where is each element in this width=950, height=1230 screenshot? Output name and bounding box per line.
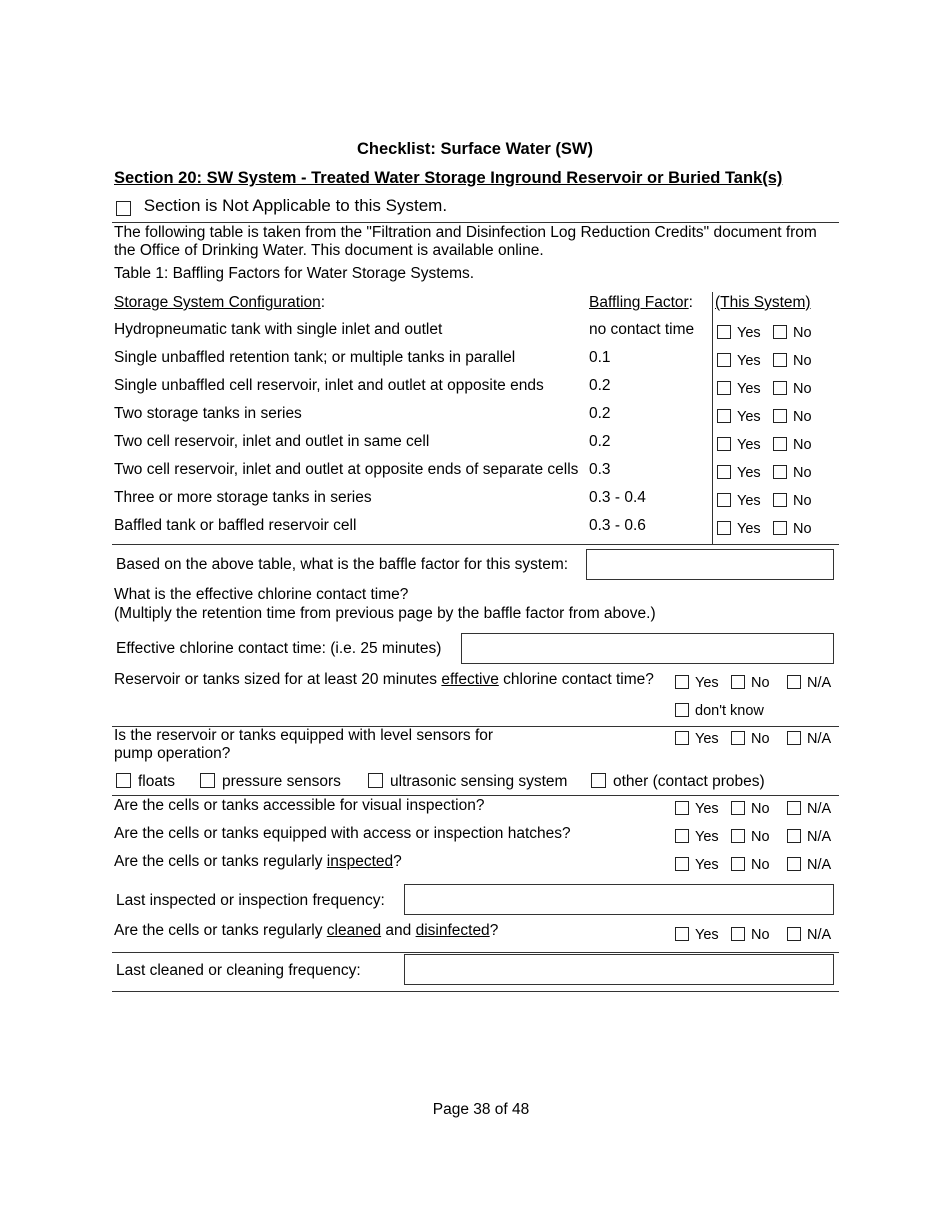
no-checkbox[interactable]: [773, 465, 787, 479]
row-no-option[interactable]: No: [773, 353, 812, 369]
yes-checkbox[interactable]: [675, 675, 689, 689]
checklist-title: Checklist: Surface Water (SW): [357, 140, 593, 158]
table-row-config: Three or more storage tanks in series: [114, 489, 372, 506]
na-option[interactable]: N/A: [787, 675, 831, 691]
no-checkbox[interactable]: [731, 675, 745, 689]
yes-option[interactable]: Yes: [675, 675, 719, 691]
na-option[interactable]: N/A: [787, 857, 831, 873]
last-cleaned-label: Last cleaned or cleaning frequency:: [116, 962, 361, 979]
row-no-option[interactable]: No: [773, 325, 812, 341]
sensors-question-line-2: pump operation?: [114, 745, 231, 762]
na-option[interactable]: N/A: [787, 801, 831, 817]
table-row-config: Single unbaffled retention tank; or multiple tanks in parallel: [114, 349, 516, 366]
na-option[interactable]: N/A: [787, 731, 831, 747]
yes-checkbox[interactable]: [717, 465, 731, 479]
row-no-option[interactable]: No: [773, 493, 812, 509]
row-no-option[interactable]: No: [773, 381, 812, 397]
sensor-checkbox[interactable]: [368, 773, 383, 788]
contact-time-question: What is the effective chlorine contact time?: [114, 586, 409, 603]
table-row-factor: 0.2: [589, 405, 611, 422]
yes-checkbox[interactable]: [717, 409, 731, 423]
na-checkbox[interactable]: [787, 731, 801, 745]
sensors-question-line-1: Is the reservoir or tanks equipped with level sensors for: [114, 727, 494, 744]
no-checkbox[interactable]: [731, 857, 745, 871]
section-title: Section 20: SW System - Treated Water Storage Inground Reservoir or Buried Tank(s): [114, 169, 783, 187]
na-checkbox[interactable]: [787, 829, 801, 843]
yes-checkbox[interactable]: [675, 829, 689, 843]
na-checkbox[interactable]: [787, 857, 801, 871]
sensor-option[interactable]: other (contact probes): [591, 773, 765, 791]
no-option[interactable]: No: [731, 675, 770, 691]
yes-checkbox[interactable]: [675, 731, 689, 745]
no-option[interactable]: No: [731, 829, 770, 845]
table-row-config: Two cell reservoir, inlet and outlet at opposite ends of separate cells: [114, 461, 579, 478]
baffle-factor-label: Based on the above table, what is the baffle factor for this system:: [116, 556, 569, 573]
yes-checkbox[interactable]: [717, 381, 731, 395]
table-row-factor: 0.2: [589, 433, 611, 450]
row-yes-option[interactable]: Yes: [717, 465, 761, 481]
table-row-factor: 0.3: [589, 461, 611, 478]
contact-time-input[interactable]: [461, 633, 834, 664]
no-checkbox[interactable]: [731, 731, 745, 745]
divider: [112, 991, 839, 992]
row-yes-option[interactable]: Yes: [717, 521, 761, 537]
na-option[interactable]: N/A: [787, 829, 831, 845]
yes-option[interactable]: Yes: [675, 927, 719, 943]
no-option[interactable]: No: [731, 801, 770, 817]
yes-checkbox[interactable]: [717, 437, 731, 451]
row-yes-option[interactable]: Yes: [717, 325, 761, 341]
contact-time-label: Effective chlorine contact time: (i.e. 25 minutes): [116, 640, 442, 657]
row-yes-option[interactable]: Yes: [717, 493, 761, 509]
na-checkbox[interactable]: [787, 927, 801, 941]
divider: [112, 222, 839, 223]
page-number: Page 38 of 48: [432, 1101, 530, 1118]
yes-checkbox[interactable]: [717, 325, 731, 339]
yes-checkbox[interactable]: [675, 927, 689, 941]
sensor-option[interactable]: floats: [116, 773, 175, 791]
yes-checkbox[interactable]: [717, 353, 731, 367]
row-no-option[interactable]: No: [773, 465, 812, 481]
row-no-option[interactable]: No: [773, 437, 812, 453]
no-checkbox[interactable]: [731, 927, 745, 941]
sensor-checkbox[interactable]: [591, 773, 606, 788]
no-option[interactable]: No: [731, 731, 770, 747]
yes-checkbox[interactable]: [717, 521, 731, 535]
sized-question: Reservoir or tanks sized for at least 20 minutes effective chlorine contact time?: [114, 671, 654, 688]
table-row-factor: 0.3 - 0.4: [589, 489, 646, 506]
sensor-option[interactable]: pressure sensors: [200, 773, 341, 791]
table-row-factor: 0.1: [589, 349, 611, 366]
col-header-config: Storage System Configuration:: [114, 294, 326, 311]
no-checkbox[interactable]: [731, 829, 745, 843]
hatches-question: Are the cells or tanks equipped with access or inspection hatches?: [114, 825, 571, 842]
yes-option[interactable]: Yes: [675, 801, 719, 817]
row-yes-option[interactable]: Yes: [717, 381, 761, 397]
yes-checkbox[interactable]: [717, 493, 731, 507]
no-checkbox[interactable]: [773, 409, 787, 423]
sensor-option[interactable]: ultrasonic sensing system: [368, 773, 567, 791]
row-yes-option[interactable]: Yes: [717, 437, 761, 453]
yes-checkbox[interactable]: [675, 857, 689, 871]
intro-line-1: The following table is taken from the "Filtration and Disinfection Log Reduction Credits" document from: [114, 224, 817, 241]
table-caption: Table 1: Baffling Factors for Water Storage Systems.: [114, 265, 475, 282]
no-checkbox[interactable]: [773, 325, 787, 339]
row-yes-option[interactable]: Yes: [717, 409, 761, 425]
yes-option[interactable]: Yes: [675, 829, 719, 845]
yes-option[interactable]: Yes: [675, 731, 719, 747]
table-row-config: Two storage tanks in series: [114, 405, 302, 422]
last-inspected-label: Last inspected or inspection frequency:: [116, 892, 385, 909]
no-checkbox[interactable]: [773, 353, 787, 367]
last-cleaned-input[interactable]: [404, 954, 834, 985]
table-row-config: Single unbaffled cell reservoir, inlet and outlet at opposite ends: [114, 377, 544, 394]
na-checkbox[interactable]: [787, 675, 801, 689]
col-header-this-system: (This System): [715, 294, 811, 311]
dont-know-checkbox[interactable]: [675, 703, 689, 717]
row-no-option[interactable]: No: [773, 409, 812, 425]
baffle-factor-input[interactable]: [586, 549, 834, 580]
no-option[interactable]: No: [731, 927, 770, 943]
table-row-factor: no contact time: [589, 321, 695, 338]
divider: [112, 952, 839, 953]
not-applicable-row[interactable]: [116, 196, 447, 216]
table-column-divider: [712, 292, 713, 544]
last-inspected-input[interactable]: [404, 884, 834, 915]
not-applicable-label: Section is Not Applicable to this System.: [143, 196, 448, 215]
cleaned-question: Are the cells or tanks regularly cleaned and disinfected?: [114, 922, 499, 939]
table-row-factor: 0.2: [589, 377, 611, 394]
no-checkbox[interactable]: [731, 801, 745, 815]
divider: [112, 795, 839, 796]
table-row-factor: 0.3 - 0.6: [589, 517, 646, 534]
no-checkbox[interactable]: [773, 521, 787, 535]
no-checkbox[interactable]: [773, 381, 787, 395]
visual-inspection-question: Are the cells or tanks accessible for visual inspection?: [114, 797, 485, 814]
sensor-checkbox[interactable]: [200, 773, 215, 788]
table-row-config: Baffled tank or baffled reservoir cell: [114, 517, 357, 534]
na-checkbox[interactable]: [787, 801, 801, 815]
no-checkbox[interactable]: [773, 437, 787, 451]
na-option[interactable]: N/A: [787, 927, 831, 943]
row-yes-option[interactable]: Yes: [717, 353, 761, 369]
yes-checkbox[interactable]: [675, 801, 689, 815]
row-no-option[interactable]: No: [773, 521, 812, 537]
dont-know-option[interactable]: don't know: [675, 703, 764, 719]
table-row-config: Two cell reservoir, inlet and outlet in same cell: [114, 433, 430, 450]
sensor-checkbox[interactable]: [116, 773, 131, 788]
inspected-question: Are the cells or tanks regularly inspected?: [114, 853, 402, 870]
table-row-config: Hydropneumatic tank with single inlet and outlet: [114, 321, 443, 338]
intro-line-2: the Office of Drinking Water. This document is available online.: [114, 242, 544, 259]
no-option[interactable]: No: [731, 857, 770, 873]
yes-option[interactable]: Yes: [675, 857, 719, 873]
no-checkbox[interactable]: [773, 493, 787, 507]
divider: [112, 544, 839, 545]
contact-time-hint: (Multiply the retention time from previous page by the baffle factor from above.): [114, 605, 656, 622]
col-header-factor: Baffling Factor:: [589, 294, 693, 311]
not-applicable-checkbox[interactable]: [116, 201, 131, 216]
